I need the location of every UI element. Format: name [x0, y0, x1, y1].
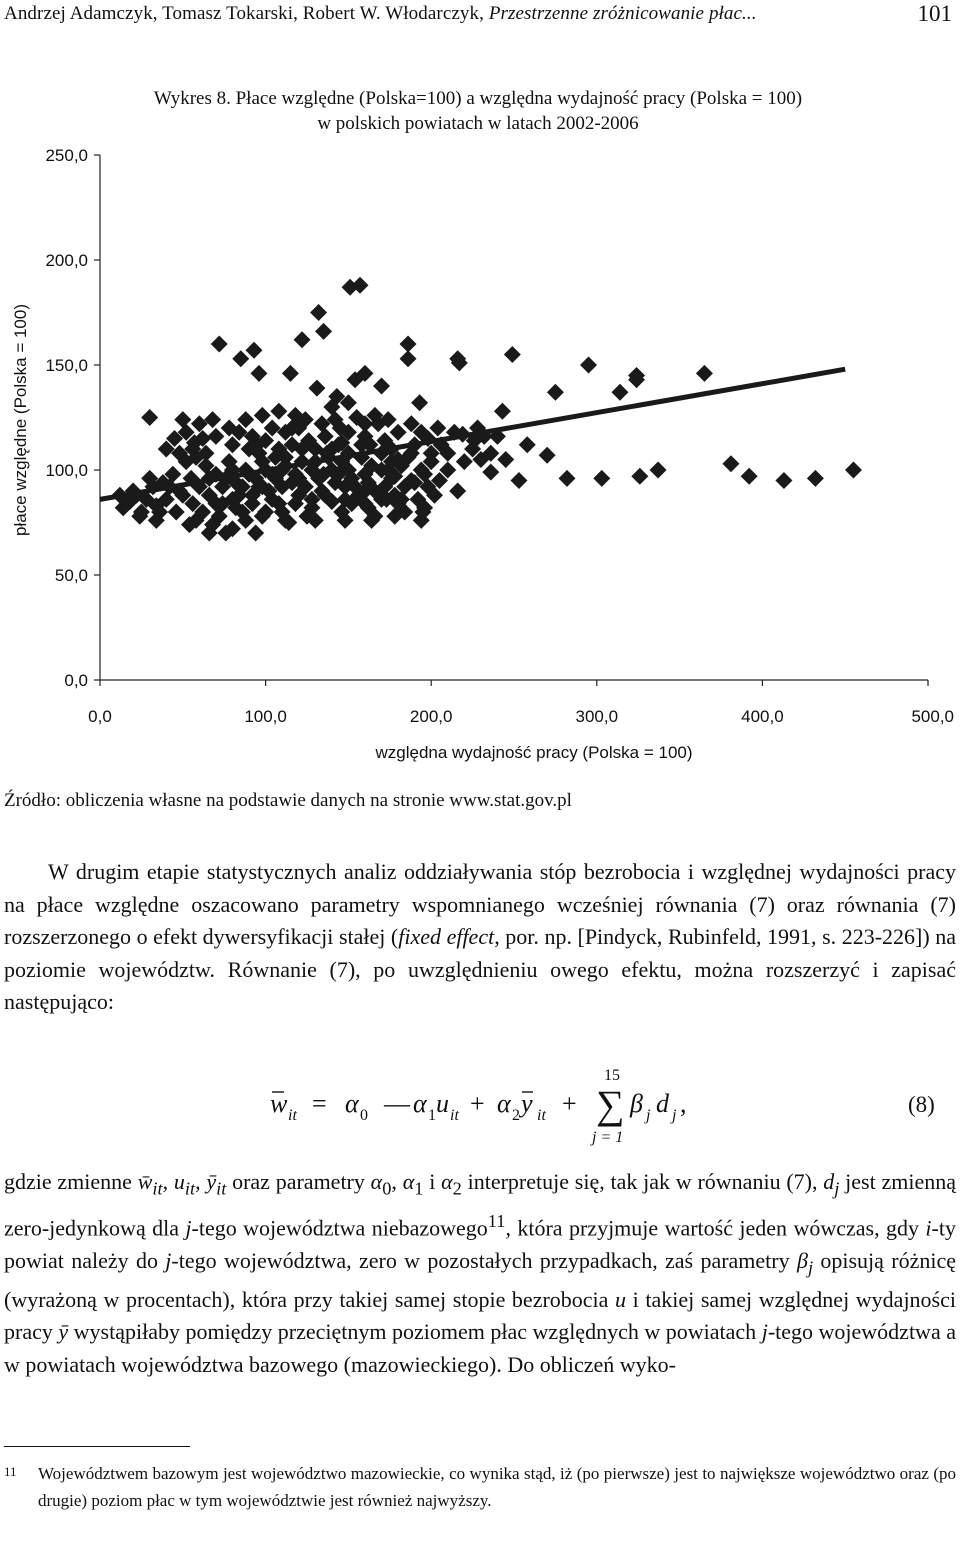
footnote-rule — [4, 1446, 190, 1447]
equation-8 — [0, 1062, 960, 1152]
equation-number: (8) — [908, 1092, 935, 1117]
svg-text:0: 0 — [360, 1107, 368, 1124]
data-point — [294, 331, 311, 348]
footnote-ref[interactable]: 11 — [487, 1210, 506, 1231]
sum-lower: j = 1 — [592, 1129, 624, 1146]
data-point — [191, 415, 208, 432]
p2-text-1: gdzie zmienne — [4, 1169, 138, 1194]
param-alpha: α — [370, 1169, 383, 1194]
p2-text-7: -ty powiat należy do — [4, 1215, 956, 1273]
data-point — [845, 462, 862, 479]
var-w-bar: $w̄_{it}$ — [137, 1169, 163, 1199]
p2-text-2: oraz parametry — [226, 1169, 371, 1194]
header-authors: Andrzej Adamczyk, Tomasz Tokarski, Robert W. Włodarczyk, — [4, 3, 484, 24]
paragraph-1-italic: fixed effect — [398, 924, 495, 949]
x-tick-label: 500,0 — [911, 707, 954, 726]
svg-text:j: j — [672, 1107, 677, 1124]
header-title: Przestrzenne zróżnicowanie płac... — [488, 3, 757, 24]
svg-text:α: α — [345, 1089, 359, 1118]
data-point — [494, 403, 511, 420]
data-point — [456, 453, 473, 470]
data-point — [650, 462, 667, 479]
svg-text:j: j — [646, 1107, 651, 1124]
sum-upper: 15 — [604, 1067, 620, 1084]
p2-text-6: , która przyjmuje wartość jeden wówczas, gdy — [505, 1215, 926, 1241]
svg-text:2: 2 — [512, 1107, 520, 1124]
chart-caption-line2: w polskich powiatach w latach 2002-2006 — [317, 113, 639, 134]
data-point — [246, 342, 263, 359]
y-tick-label: 250,0 — [45, 146, 88, 165]
x-tick-label: 0,0 — [88, 707, 112, 726]
data-point — [741, 468, 758, 485]
var-y-bar: $ȳ_{it}$ — [206, 1169, 227, 1199]
var-u: $u_{it}$ — [173, 1169, 196, 1199]
data-point — [204, 411, 221, 428]
svg-text:+: + — [470, 1089, 485, 1118]
p2-text-12: -tego województwa a w powiatach województwa bazowego (mazowieckiego). Do obliczeń wyko- — [4, 1319, 956, 1377]
svg-text:β: β — [630, 1089, 643, 1118]
data-point — [315, 323, 332, 340]
data-point — [207, 428, 224, 445]
svg-text:α: α — [413, 1089, 427, 1118]
p2-text-11: wystąpiłaby pomiędzy przeciętnym poziomem płac względnych w powiatach — [68, 1319, 762, 1345]
data-point — [254, 407, 271, 424]
svg-text:α: α — [497, 1089, 511, 1118]
data-point — [611, 384, 628, 401]
p2-text-10: i takiej samej względnej wydajności pracy — [4, 1286, 956, 1345]
data-point — [247, 525, 264, 542]
param-beta: $\beta_j$ — [796, 1247, 814, 1278]
data-point — [174, 411, 191, 428]
svg-text:y: y — [521, 1089, 533, 1118]
chart-ylabel: płace względne (Polska = 100) — [11, 304, 30, 536]
data-point — [696, 365, 713, 382]
x-tick-label: 200,0 — [409, 707, 453, 726]
data-point — [308, 380, 325, 397]
data-point — [449, 483, 466, 500]
svg-text:it: it — [537, 1107, 546, 1124]
data-point — [593, 470, 610, 487]
svg-text:∑: ∑ — [596, 1082, 625, 1127]
svg-text:—: — — [384, 1089, 410, 1118]
footnote-number: 11 — [4, 1464, 17, 1479]
footnote-text: Województwem bazowym jest województwo mazowieckie, co wynika stąd, iż (po pierwsze) jest to największe województwo oraz (po drugie) poziom płac w tym województwie jest również najwyższy. — [38, 1464, 956, 1510]
data-point — [504, 346, 521, 363]
data-point — [400, 350, 417, 367]
svg-text:d: d — [656, 1089, 669, 1118]
p2-text-9: opisują różnicę (wyrażoną w procentach), która przy takiej samej stopie bezrobocia — [4, 1247, 956, 1312]
chart-axes — [100, 155, 928, 680]
data-point — [270, 403, 287, 420]
y-tick-label: 0,0 — [64, 671, 88, 690]
var-d: $d_j$ — [823, 1169, 840, 1199]
p2-text-5: -tego województwa niebazowego — [191, 1215, 488, 1241]
y-tick-label: 50,0 — [54, 566, 88, 585]
y-tick-label: 100,0 — [45, 461, 88, 480]
svg-text:+: + — [562, 1089, 577, 1118]
data-point — [411, 394, 428, 411]
data-point — [390, 424, 407, 441]
chart-xlabel: względna wydajność pracy (Polska = 100) — [375, 743, 693, 762]
data-point — [373, 378, 390, 395]
p2-text-4: jest zmienną zero-jedynkową dla — [4, 1169, 957, 1241]
data-point — [310, 304, 327, 321]
paragraph-1-text-b: , por. np. [Pindyck, Rubinfeld, 1991, s. 223-226]) na poziomie województw. Równanie (7), po uwzględnieniu owego efektu, można rozszerzyć i zapisać następująco: — [4, 924, 956, 1014]
data-point — [775, 472, 792, 489]
svg-text:it: it — [288, 1107, 297, 1124]
x-tick-label: 400,0 — [741, 707, 784, 726]
data-point — [282, 365, 299, 382]
svg-text:=: = — [312, 1089, 327, 1118]
page-number: 101 — [917, 1, 952, 26]
chart-points — [111, 277, 862, 542]
y-tick-label: 200,0 — [45, 251, 88, 270]
y-tick-label: 150,0 — [45, 356, 88, 375]
data-point — [211, 336, 228, 353]
svg-text:w: w — [270, 1089, 288, 1118]
paragraph-2: gdzie zmienne $w̄_{it}$, $u_{it}$, $ȳ_{it}$ oraz parametry $\alpha_0$, $\alpha_1$ i $\alpha_2$ interpretuje się, tak jak w równaniu (7), $d_j$ jest zmienną zero-jedynkową dla j-tego województwa niebazowego$^{11}$, która przyjmuje wartość jeden wówczas, gdy i-ty powiat należy do j-tego województwa, zero w pozostałych przypadkach, zaś parametry $\beta_j$ opisują różnicę (wyrażoną w procentach), która przy takiej samej stopie bezrobocia u i takiej samej względnej wydajności pracy ȳ wystąpiłaby pomiędzy przeciętnym poziomem płac względnych w powiatach j-tego województwa a w powiatach województwa bazowego (mazowieckiego). Do obliczeń wyko- — [4, 1169, 957, 1377]
data-point — [232, 350, 249, 367]
figure-source: Źródło: obliczenia własne na podstawie danych na stronie www.stat.gov.pl — [4, 790, 572, 811]
data-point — [497, 451, 514, 468]
data-point — [631, 468, 648, 485]
data-point — [250, 365, 267, 382]
p2-text-8: -tego województwa, zero w pozostałych przypadkach, zaś parametry — [171, 1247, 797, 1273]
svg-text:it: it — [450, 1107, 459, 1124]
paragraph-1-text-a: W drugim etapie statystycznych analiz oddziaływania stóp bezrobocia i względnej wydajności pracy na płace względne oszacowano parametry wspomnianego wcześniej równania (7) oraz równania (7) rozszerzonego o efekt dywersyfikacji stałej ( — [4, 859, 956, 949]
data-point — [807, 470, 824, 487]
footnote — [4, 1460, 956, 1514]
data-point — [510, 472, 527, 489]
svg-text:u: u — [436, 1089, 449, 1118]
x-tick-label: 300,0 — [575, 707, 619, 726]
data-point — [141, 409, 158, 426]
data-point — [539, 447, 556, 464]
data-point — [519, 436, 536, 453]
data-point — [313, 415, 330, 432]
svg-text:1: 1 — [428, 1107, 436, 1124]
data-point — [168, 504, 185, 521]
data-point — [429, 420, 446, 437]
data-point — [482, 464, 499, 481]
data-point — [558, 470, 575, 487]
data-point — [722, 455, 739, 472]
data-point — [400, 336, 417, 353]
data-point — [547, 384, 564, 401]
chart-caption-line1: Wykres 8. Płace względne (Polska=100) a względna wydajność pracy (Polska = 100) — [153, 88, 803, 109]
paragraph-1 — [4, 856, 956, 1019]
x-tick-label: 100,0 — [244, 707, 287, 726]
svg-text:,: , — [680, 1089, 687, 1118]
p2-text-3: interpretuje się, tak jak w równaniu (7), — [461, 1169, 824, 1194]
data-point — [580, 357, 597, 374]
